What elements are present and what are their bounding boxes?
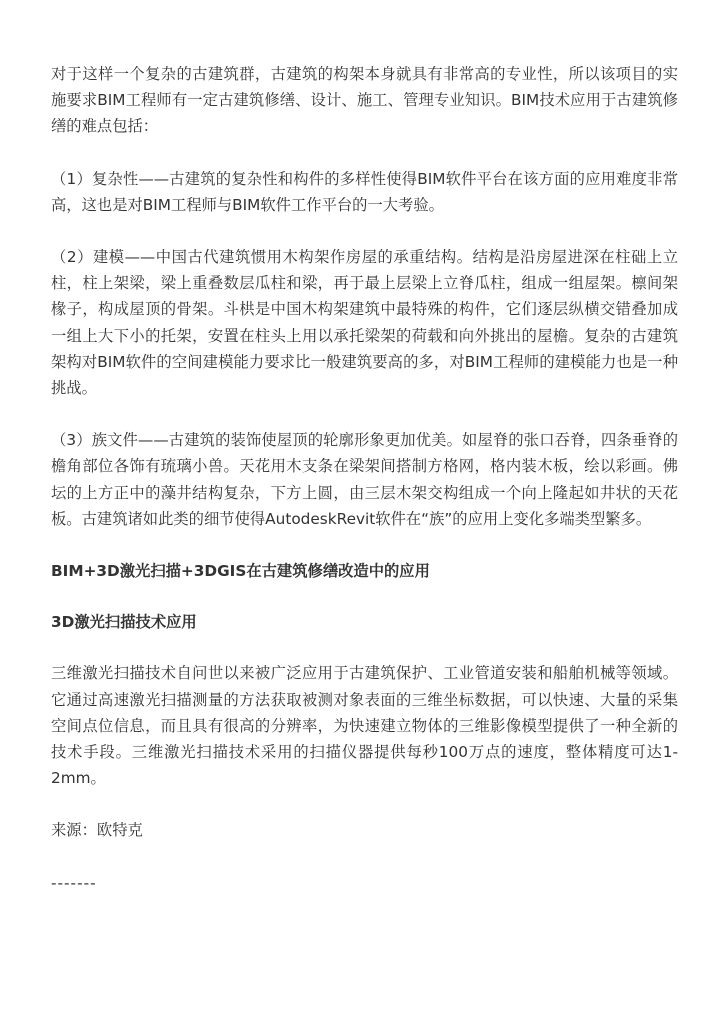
point-family-files-paragraph: （3）族文件——古建筑的装饰使屋顶的轮廓形象更加优美。如屋脊的张口吞脊，四条垂脊的檐角部位各饰有琉璃小兽。天花用木支条在梁架间搭制方格网，格内装木板，绘以彩画。佛坛的上方正中的藻井结构复杂，下方上圆，由三层木架交构组成一个向上隆起如井状的天花板。古建筑诸如此类的细节使得AutodeskRevit软件在“族”的应用上变化多端类型繁多。 bbox=[51, 431, 678, 528]
section-heading-laser-scan: 3D激光扫描技术应用 bbox=[51, 613, 197, 632]
section-heading-bim-scan-gis: BIM+3D激光扫描+3DGIS在古建筑修缮改造中的应用 bbox=[51, 562, 430, 581]
intro-paragraph: 对于这样一个复杂的古建筑群，古建筑的构架本身就具有非常高的专业性，所以该项目的实施要求BIM工程师有一定古建筑修缮、设计、施工、管理专业知识。BIM技术应用于古建筑修缮的难点包括： bbox=[51, 65, 678, 136]
point-modeling-paragraph: （2）建模——中国古代建筑惯用木构架作房屋的承重结构。结构是沿房屋进深在柱础上立柱，柱上架梁，梁上重叠数层瓜柱和梁，再于最上层梁上立脊瓜柱，组成一组屋架。檩间架椽子，构成屋顶的骨架。斗栱是中国木构架建筑中最特殊的构件，它们逐层纵横交错叠加成一组上大下小的托架，安置在柱头上用以承托梁架的荷载和向外挑出的屋檐。复杂的古建筑架构对BIM软件的空间建模能力要求比一般建筑要高的多，对BIM工程师的建模能力也是一种挑战。 bbox=[51, 248, 678, 398]
point-complexity-paragraph: （1）复杂性——古建筑的复杂性和构件的多样性使得BIM软件平台在该方面的应用难度非常高，这也是对BIM工程师与BIM软件工作平台的一大考验。 bbox=[51, 169, 678, 214]
source-line: 来源：欧特克 bbox=[51, 821, 143, 840]
divider-line: ------- bbox=[51, 873, 97, 892]
laser-scan-paragraph: 三维激光扫描技术自问世以来被广泛应用于古建筑保护、工业管道安装和船舶机械等领域。它通过高速激光扫描测量的方法获取被测对象表面的三维坐标数据，可以快速、大量的采集空间点位信息，而且具有很高的分辨率，为快速建立物体的三维影像模型提供了一种全新的技术手段。三维激光扫描技术采用的扫描仪器提供每秒100万点的速度，整体精度可达1-2mm。 bbox=[51, 664, 678, 788]
article-body bbox=[51, 61, 678, 896]
